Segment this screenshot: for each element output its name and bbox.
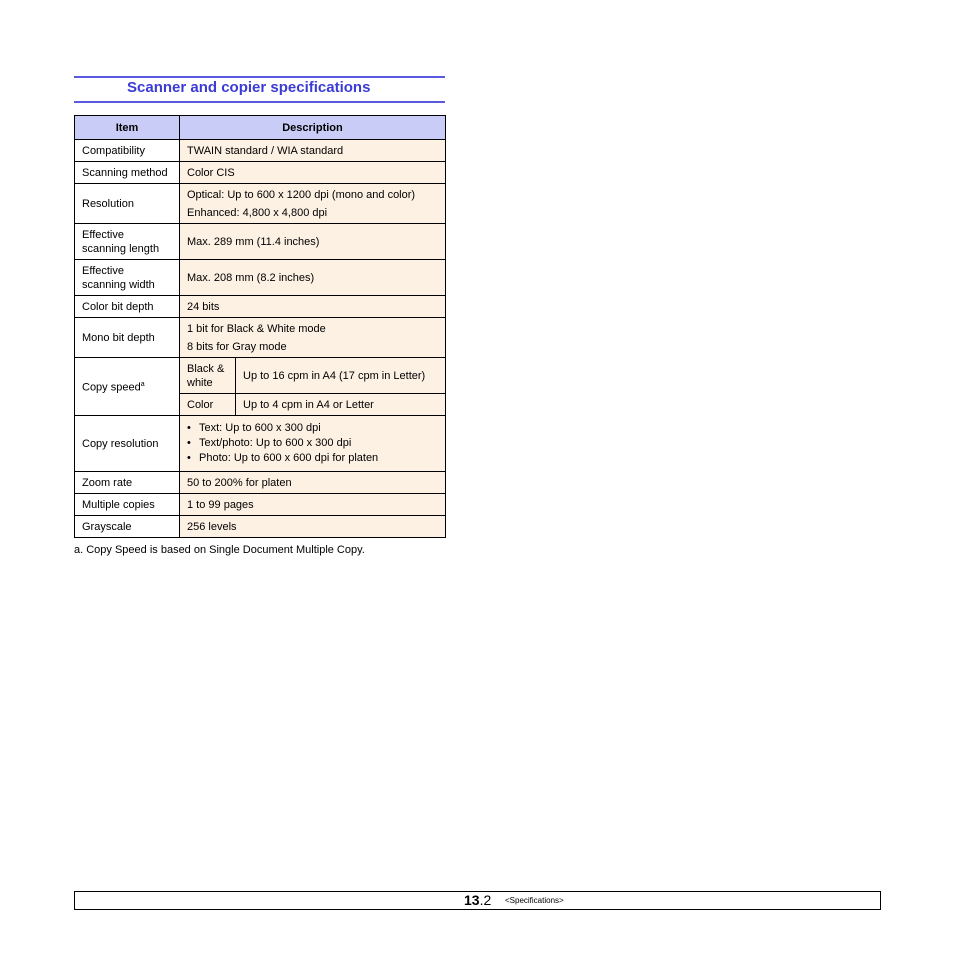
scan-width-line2: scanning width (82, 278, 155, 291)
row-item-resolution: Resolution (75, 184, 180, 224)
copy-speed-color-row (180, 394, 445, 416)
row-item-scan-length (75, 224, 180, 260)
table-row (75, 224, 446, 260)
header-item: Item (75, 116, 180, 140)
row-item-scanning-method: Scanning method (75, 162, 180, 184)
bw-label-line1: Black & (187, 362, 225, 375)
header-description: Description (180, 116, 446, 140)
copy-speed-color-label: Color (180, 394, 236, 416)
table-footnote: a. Copy Speed is based on Single Document Multiple Copy. (74, 544, 365, 556)
scan-length-line1: Effective (82, 228, 124, 241)
row-desc-resolution (180, 184, 446, 224)
table-row (75, 162, 446, 184)
row-item-zoom-rate: Zoom rate (75, 472, 180, 494)
row-item-grayscale: Grayscale (75, 516, 180, 538)
footnote-marker: a (140, 381, 145, 389)
scan-length-line2: scanning length (82, 242, 160, 255)
copy-speed-color-value: Up to 4 cpm in A4 or Letter (243, 398, 374, 411)
row-desc-color-bit-depth: 24 bits (180, 296, 446, 318)
table-row (75, 416, 446, 472)
row-desc-copy-resolution (180, 416, 446, 472)
copy-speed-label: Copy speed (82, 381, 141, 394)
row-item-color-bit-depth: Color bit depth (75, 296, 180, 318)
row-item-mono-bit-depth: Mono bit depth (75, 318, 180, 358)
table-row (75, 140, 446, 162)
row-desc-scan-width: Max. 208 mm (8.2 inches) (180, 260, 446, 296)
list-item: • Text: Up to 600 x 300 dpi (187, 421, 438, 436)
row-desc-grayscale: 256 levels (180, 516, 446, 538)
page-footer (74, 891, 881, 910)
row-item-multiple-copies: Multiple copies (75, 494, 180, 516)
bw-label-line2: white (187, 376, 213, 389)
row-item-copy-resolution: Copy resolution (75, 416, 180, 472)
list-item: • Text/photo: Up to 600 x 300 dpi (187, 436, 438, 451)
table-row (75, 318, 446, 358)
copy-speed-subtable (180, 358, 445, 415)
table-row (75, 296, 446, 318)
copy-speed-bw-value: Up to 16 cpm in A4 (17 cpm in Letter) (236, 358, 446, 394)
copy-speed-bw-label (180, 358, 236, 394)
chapter-number: 13 (464, 892, 480, 908)
table-row (75, 184, 446, 224)
table-row (75, 472, 446, 494)
row-desc-mono-bit-depth (180, 318, 446, 358)
row-item-scan-width (75, 260, 180, 296)
row-desc-zoom-rate: 50 to 200% for platen (180, 472, 446, 494)
table-row (75, 494, 446, 516)
mono-bw-mode: 1 bit for Black & White mode (187, 322, 326, 335)
resolution-enhanced: Enhanced: 4,800 x 4,800 dpi (187, 206, 328, 219)
row-desc-multiple-copies: 1 to 99 pages (180, 494, 446, 516)
chapter-label: <Specifications> (505, 896, 564, 905)
row-desc-compatibility: TWAIN standard / WIA standard (180, 140, 446, 162)
mono-gray-mode: 8 bits for Gray mode (187, 340, 287, 353)
page-subnumber: .2 (479, 892, 492, 908)
list-item: • Photo: Up to 600 x 600 dpi for platen (187, 451, 438, 466)
row-desc-copy-speed (180, 358, 446, 416)
row-item-copy-speed (75, 358, 180, 416)
resolution-optical: Optical: Up to 600 x 1200 dpi (mono and color) (187, 188, 416, 201)
table-header-row (75, 116, 446, 140)
table-row (75, 516, 446, 538)
section-header (74, 76, 445, 103)
copy-speed-bw-row (180, 358, 445, 394)
section-title: Scanner and copier specifications (127, 79, 371, 96)
row-item-compatibility: Compatibility (75, 140, 180, 162)
page-number (464, 892, 491, 908)
table-row (75, 260, 446, 296)
row-desc-scanning-method: Color CIS (180, 162, 446, 184)
copy-resolution-list (187, 421, 438, 466)
spec-table (74, 115, 446, 538)
table-row (75, 358, 446, 416)
row-desc-scan-length: Max. 289 mm (11.4 inches) (180, 224, 446, 260)
scan-width-line1: Effective (82, 264, 124, 277)
